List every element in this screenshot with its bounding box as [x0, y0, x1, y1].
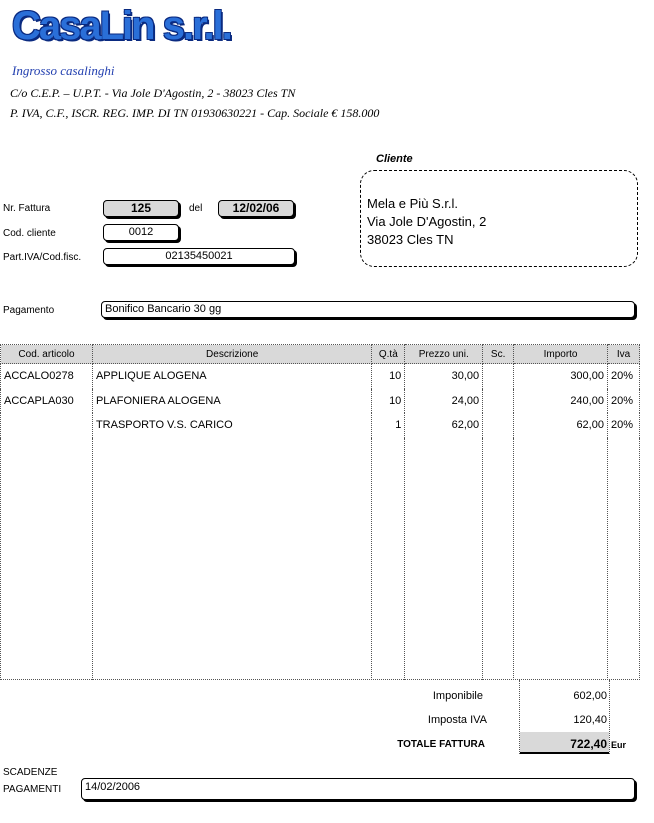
company-logo: CasaLin s.r.l. [12, 4, 231, 48]
client-code-field: 0012 [103, 224, 179, 241]
invoice-number-field: 125 [103, 200, 179, 217]
cell-price: 62,00 [405, 413, 483, 438]
due-dates-label: SCADENZE [3, 767, 58, 778]
table-empty-area [1, 438, 640, 680]
cell-vat: 20% [607, 413, 639, 438]
totals-divider-left [519, 680, 520, 754]
cell-price: 24,00 [405, 389, 483, 414]
payments-label: PAGAMENTI [3, 784, 62, 795]
cell-code [1, 413, 93, 438]
client-label: Cliente [376, 153, 413, 165]
cell-amount: 300,00 [514, 364, 608, 389]
currency-label: Eur [611, 740, 627, 750]
vat-tax-label: Imposta IVA [427, 714, 487, 726]
company-fiscal-info: P. IVA, C.F., ISCR. REG. IMP. DI TN 01930630221 - Cap. Sociale € 158.000 [10, 106, 380, 120]
invoice-date-field: 12/02/06 [218, 200, 294, 217]
cell-qty: 1 [372, 413, 405, 438]
table-row [1, 389, 640, 414]
table-header-row [1, 345, 640, 364]
client-name: Mela e Più S.r.l. [367, 196, 459, 211]
client-city: 38023 Cles TN [367, 232, 454, 247]
cell-qty: 10 [372, 364, 405, 389]
cell-discount [483, 364, 514, 389]
cell-code: ACCAPLA030 [1, 389, 93, 414]
total-label: TOTALE FATTURA [397, 739, 485, 750]
client-street: Via Jole D'Agostin, 2 [367, 214, 487, 229]
col-header-vat: Iva [607, 345, 639, 364]
due-date-field: 14/02/2006 [81, 778, 635, 800]
cell-price: 30,00 [405, 364, 483, 389]
client-code-label: Cod. cliente [3, 228, 56, 239]
invoice-date-label: del [189, 203, 203, 214]
cell-code: ACCALO0278 [1, 364, 93, 389]
company-tagline: Ingrosso casalinghi [12, 63, 115, 78]
cell-description: APPLIQUE ALOGENA [92, 364, 371, 389]
cell-discount [483, 389, 514, 414]
items-table [0, 344, 640, 680]
total-value: 722,40 [570, 737, 607, 751]
vat-tax-value: 120,40 [573, 714, 607, 726]
cell-qty: 10 [372, 389, 405, 414]
totals-divider-right [609, 680, 610, 754]
cell-description: TRASPORTO V.S. CARICO [92, 413, 371, 438]
table-row [1, 413, 640, 438]
col-header-code: Cod. articolo [1, 345, 93, 364]
invoice-number-label: Nr. Fattura [3, 203, 51, 214]
company-address: C/o C.E.P. – U.P.T. - Via Jole D'Agostin, 2 - 38023 Cles TN [10, 86, 296, 100]
cell-amount: 62,00 [514, 413, 608, 438]
vat-number-field: 02135450021 [103, 248, 295, 265]
taxable-label: Imponibile [432, 690, 483, 702]
client-address-box [360, 170, 638, 267]
cell-description: PLAFONIERA ALOGENA [92, 389, 371, 414]
col-header-price: Prezzo uni. [405, 345, 483, 364]
cell-discount [483, 413, 514, 438]
col-header-amount: Importo [514, 345, 608, 364]
payment-label: Pagamento [3, 305, 55, 316]
taxable-value: 602,00 [573, 690, 607, 702]
cell-vat: 20% [607, 389, 639, 414]
table-bottom-divider [0, 679, 640, 680]
cell-amount: 240,00 [514, 389, 608, 414]
col-header-qty: Q.tà [372, 345, 405, 364]
col-header-description: Descrizione [92, 345, 371, 364]
table-row [1, 364, 640, 389]
col-header-discount: Sc. [483, 345, 514, 364]
cell-vat: 20% [607, 364, 639, 389]
vat-number-label: Part.IVA/Cod.fisc. [3, 252, 82, 263]
payment-field: Bonifico Bancario 30 gg [101, 301, 635, 318]
